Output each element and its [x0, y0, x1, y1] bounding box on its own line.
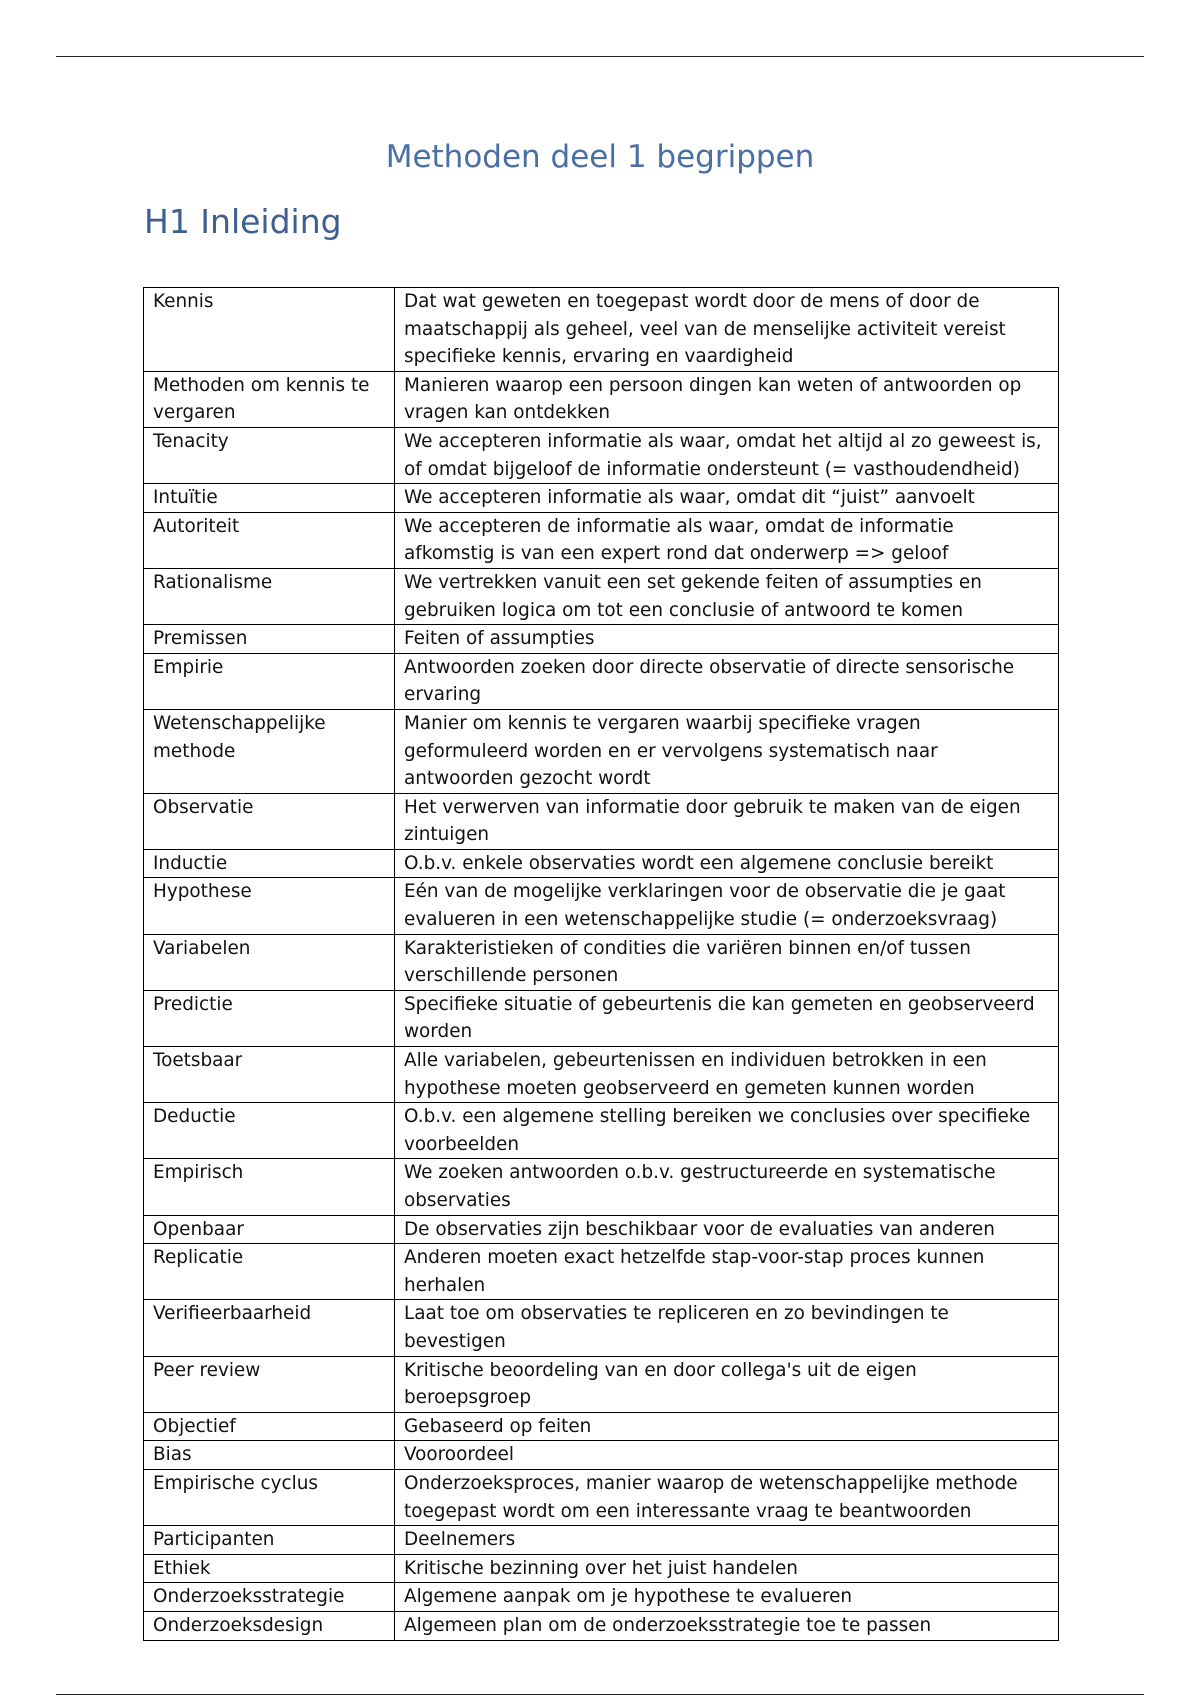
- table-row: [144, 653, 1059, 709]
- section-heading: H1 Inleiding: [144, 202, 342, 241]
- table-row: [144, 1300, 1059, 1356]
- table-row: [144, 568, 1059, 624]
- term-cell: Verifieerbaarheid: [144, 1300, 395, 1356]
- term-cell: Replicatie: [144, 1244, 395, 1300]
- table-row: [144, 1526, 1059, 1555]
- definition-cell: Dat wat geweten en toegepast wordt door de mens of door de maatschappij als geheel, veel van de menselijke activiteit vereist specifieke kennis, ervaring en vaardigheid: [395, 288, 1059, 372]
- term-cell: Variabelen: [144, 934, 395, 990]
- definition-cell: Alle variabelen, gebeurtenissen en individuen betrokken in een hypothese moeten geobserveerd en gemeten kunnen worden: [395, 1047, 1059, 1103]
- definition-cell: Karakteristieken of condities die variëren binnen en/of tussen verschillende personen: [395, 934, 1059, 990]
- table-row: [144, 849, 1059, 878]
- definition-cell: Laat toe om observaties te repliceren en zo bevindingen te bevestigen: [395, 1300, 1059, 1356]
- term-cell: Premissen: [144, 625, 395, 654]
- term-cell: Kennis: [144, 288, 395, 372]
- term-cell: Autoriteit: [144, 512, 395, 568]
- table-row: [144, 709, 1059, 793]
- definition-cell: Gebaseerd op feiten: [395, 1412, 1059, 1441]
- term-cell: Hypothese: [144, 878, 395, 934]
- table-row: [144, 1159, 1059, 1215]
- term-cell: Methoden om kennis te vergaren: [144, 371, 395, 427]
- table-row: [144, 427, 1059, 483]
- document-title: Methoden deel 1 begrippen: [385, 139, 815, 175]
- term-cell: Peer review: [144, 1356, 395, 1412]
- header-rule: [56, 56, 1144, 57]
- definition-cell: Vooroordeel: [395, 1441, 1059, 1470]
- definition-cell: Het verwerven van informatie door gebruik te maken van de eigen zintuigen: [395, 793, 1059, 849]
- definition-cell: Deelnemers: [395, 1526, 1059, 1555]
- glossary-table: [143, 287, 1059, 1641]
- table-row: [144, 1244, 1059, 1300]
- definition-cell: We vertrekken vanuit een set gekende feiten of assumpties en gebruiken logica om tot een conclusie of antwoord te komen: [395, 568, 1059, 624]
- table-row: [144, 1469, 1059, 1525]
- definition-cell: Anderen moeten exact hetzelfde stap-voor-stap proces kunnen herhalen: [395, 1244, 1059, 1300]
- definition-cell: Manieren waarop een persoon dingen kan weten of antwoorden op vragen kan ontdekken: [395, 371, 1059, 427]
- footer-rule: [56, 1694, 1144, 1695]
- definition-cell: We accepteren de informatie als waar, omdat de informatie afkomstig is van een expert rond dat onderwerp => geloof: [395, 512, 1059, 568]
- term-cell: Openbaar: [144, 1215, 395, 1244]
- table-row: [144, 1215, 1059, 1244]
- term-cell: Onderzoeksdesign: [144, 1611, 395, 1640]
- table-row: [144, 990, 1059, 1046]
- term-cell: Onderzoeksstrategie: [144, 1583, 395, 1612]
- table-row: [144, 512, 1059, 568]
- term-cell: Toetsbaar: [144, 1047, 395, 1103]
- table-row: [144, 371, 1059, 427]
- definition-cell: We accepteren informatie als waar, omdat dit “juist” aanvoelt: [395, 484, 1059, 513]
- term-cell: Objectief: [144, 1412, 395, 1441]
- term-cell: Deductie: [144, 1103, 395, 1159]
- definition-cell: O.b.v. een algemene stelling bereiken we conclusies over specifieke voorbeelden: [395, 1103, 1059, 1159]
- term-cell: Empirie: [144, 653, 395, 709]
- term-cell: Observatie: [144, 793, 395, 849]
- term-cell: Rationalisme: [144, 568, 395, 624]
- definition-cell: Kritische beoordeling van en door collega's uit de eigen beroepsgroep: [395, 1356, 1059, 1412]
- table-row: [144, 1554, 1059, 1583]
- table-row: [144, 934, 1059, 990]
- definition-cell: Algemeen plan om de onderzoeksstrategie toe te passen: [395, 1611, 1059, 1640]
- definition-cell: We zoeken antwoorden o.b.v. gestructureerde en systematische observaties: [395, 1159, 1059, 1215]
- table-row: [144, 1412, 1059, 1441]
- table-row: [144, 1583, 1059, 1612]
- definition-cell: O.b.v. enkele observaties wordt een algemene conclusie bereikt: [395, 849, 1059, 878]
- definition-cell: Feiten of assumpties: [395, 625, 1059, 654]
- table-row: [144, 878, 1059, 934]
- table-row: [144, 1047, 1059, 1103]
- definition-cell: Onderzoeksproces, manier waarop de wetenschappelijke methode toegepast wordt om een interessante vraag te beantwoorden: [395, 1469, 1059, 1525]
- definition-cell: Antwoorden zoeken door directe observatie of directe sensorische ervaring: [395, 653, 1059, 709]
- definition-cell: Specifieke situatie of gebeurtenis die kan gemeten en geobserveerd worden: [395, 990, 1059, 1046]
- table-row: [144, 625, 1059, 654]
- term-cell: Bias: [144, 1441, 395, 1470]
- table-row: [144, 1441, 1059, 1470]
- term-cell: Participanten: [144, 1526, 395, 1555]
- table-row: [144, 1356, 1059, 1412]
- table-row: [144, 793, 1059, 849]
- table-row: [144, 1611, 1059, 1640]
- term-cell: Wetenschappelijke methode: [144, 709, 395, 793]
- table-row: [144, 484, 1059, 513]
- definition-cell: Kritische bezinning over het juist handelen: [395, 1554, 1059, 1583]
- term-cell: Ethiek: [144, 1554, 395, 1583]
- term-cell: Intuïtie: [144, 484, 395, 513]
- term-cell: Predictie: [144, 990, 395, 1046]
- term-cell: Empirische cyclus: [144, 1469, 395, 1525]
- term-cell: Inductie: [144, 849, 395, 878]
- definition-cell: De observaties zijn beschikbaar voor de evaluaties van anderen: [395, 1215, 1059, 1244]
- term-cell: Tenacity: [144, 427, 395, 483]
- definition-cell: Manier om kennis te vergaren waarbij specifieke vragen geformuleerd worden en er vervolgens systematisch naar antwoorden gezocht wordt: [395, 709, 1059, 793]
- definition-cell: Algemene aanpak om je hypothese te evalueren: [395, 1583, 1059, 1612]
- definition-cell: We accepteren informatie als waar, omdat het altijd al zo geweest is, of omdat bijgeloof de informatie ondersteunt (= vasthoudendheid): [395, 427, 1059, 483]
- table-row: [144, 288, 1059, 372]
- definition-cell: Eén van de mogelijke verklaringen voor de observatie die je gaat evalueren in een wetenschappelijke studie (= onderzoeksvraag): [395, 878, 1059, 934]
- term-cell: Empirisch: [144, 1159, 395, 1215]
- table-row: [144, 1103, 1059, 1159]
